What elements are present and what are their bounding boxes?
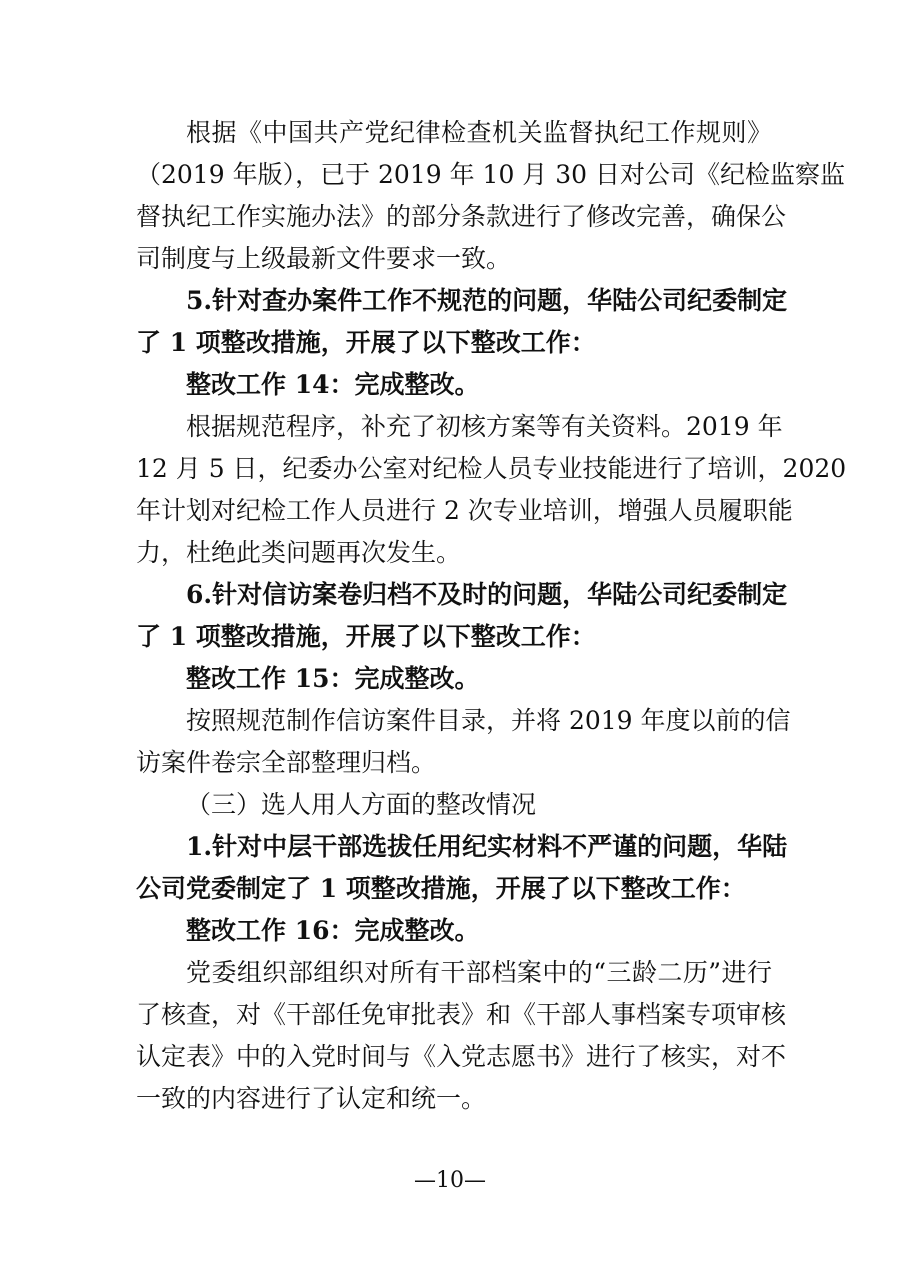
paragraph-line: （2019 年版），已于 2019 年 10 月 30 日对公司《纪检监察监 [136,160,845,189]
heading-item-6: 6.针对信访案卷归档不及时的问题，华陆公司纪委制定 [186,580,788,609]
heading-item-1-cont: 公司党委制定了 1 项整改措施，开展了以下整改工作： [136,874,746,903]
heading-item-6-cont: 了 1 项整改措施，开展了以下整改工作： [136,622,596,651]
paragraph-line: 督执纪工作实施办法》的部分条款进行了修改完善，确保公 [136,202,787,231]
paragraph-line: 年计划对纪检工作人员进行 2 次专业培训，增强人员履职能 [136,496,793,525]
section-heading-personnel: （三）选人用人方面的整改情况 [186,790,537,819]
document-body [136,112,847,1120]
paragraph-line: 一致的内容进行了认定和统一。 [136,1084,487,1113]
heading-item-5-cont: 了 1 项整改措施，开展了以下整改工作： [136,328,596,357]
paragraph-line: 了核查，对《干部任免审批表》和《干部人事档案专项审核 [136,1000,787,1029]
paragraph-line: 认定表》中的入党时间与《入党志愿书》进行了核实，对不 [136,1042,787,1071]
paragraph-line: 访案件卷宗全部整理归档。 [136,748,437,777]
paragraph-line: 12 月 5 日，纪委办公室对纪检人员专业技能进行了培训，2020 [136,454,847,483]
heading-item-5: 5.针对查办案件工作不规范的问题，华陆公司纪委制定 [186,286,788,315]
heading-item-1: 1.针对中层干部选拔任用纪实材料不严谨的问题，华陆 [186,832,788,861]
rectification-task-14: 整改工作 14：完成整改。 [186,370,480,399]
paragraph-rules-revision: 根据《中国共产党纪律检查机关监督执纪工作规则》 [186,118,772,147]
rectification-task-16: 整改工作 16：完成整改。 [186,916,480,945]
paragraph-archive-check: 党委组织部组织对所有干部档案中的“三龄二历”进行 [186,958,772,987]
paragraph-line: 司制度与上级最新文件要求一致。 [136,244,512,273]
page-number: —10— [414,1168,486,1193]
paragraph-line: 力，杜绝此类问题再次发生。 [136,538,462,567]
paragraph-training: 根据规范程序，补充了初核方案等有关资料。2019 年 [186,412,783,441]
rectification-task-15: 整改工作 15：完成整改。 [186,664,480,693]
paragraph-petition-archive: 按照规范制作信访案件目录，并将 2019 年度以前的信 [186,706,791,735]
